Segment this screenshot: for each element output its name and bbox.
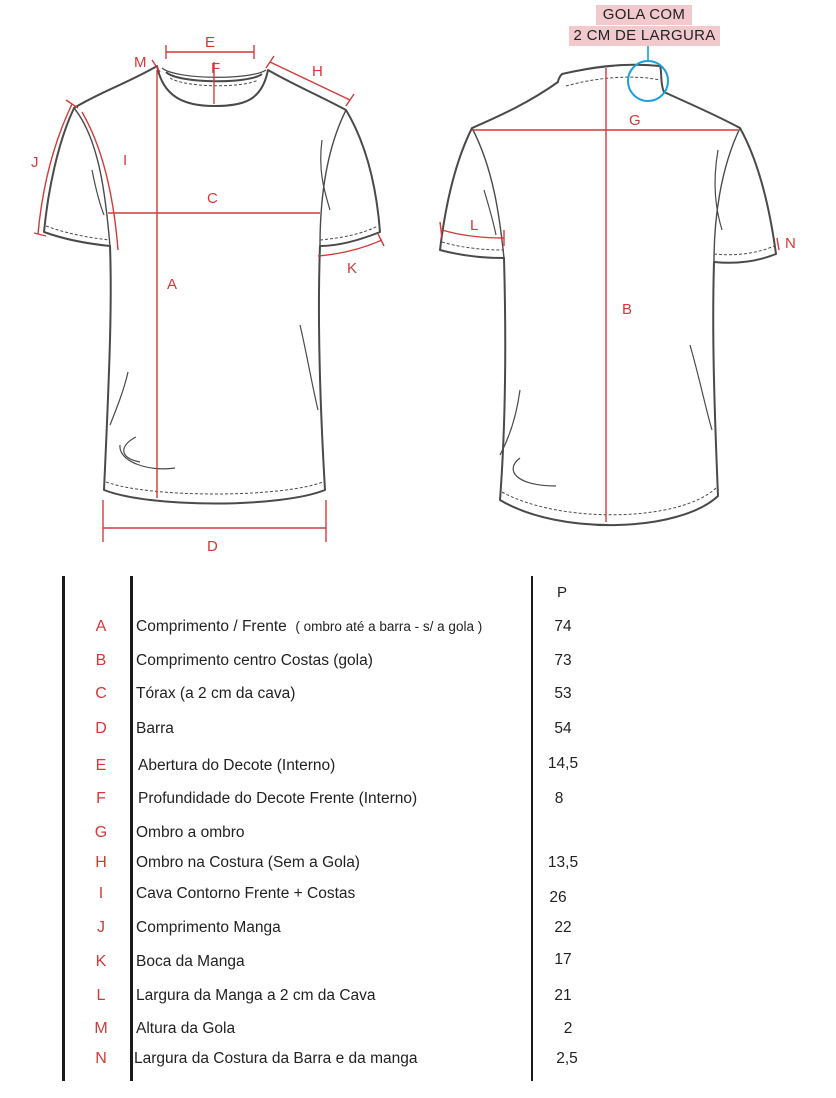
back-right-armhole — [714, 128, 740, 262]
row-description: Comprimento Manga — [136, 919, 281, 936]
back-fold-1 — [513, 458, 556, 486]
measure-line-h-tick-left — [266, 56, 274, 68]
back-right-cuff-stitch — [714, 246, 774, 255]
row-value: 54 — [554, 720, 572, 737]
collar-callout-line1: GOLA COM — [596, 5, 692, 25]
row-value: 26 — [549, 889, 567, 906]
measure-line-m — [152, 60, 160, 72]
measure-line-i — [82, 112, 118, 250]
measure-line-j-tick-bottom — [34, 233, 46, 236]
back-collar-stitch — [566, 77, 660, 86]
front-right-cuff-stitch — [320, 226, 378, 240]
row-letter: F — [96, 790, 106, 807]
collar-callout-line2: 2 CM DE LARGURA — [569, 26, 720, 46]
row-description: Tórax (a 2 cm da cava) — [136, 685, 296, 702]
row-value: 21 — [554, 987, 572, 1004]
row-description: Largura da Costura da Barra e da manga — [134, 1050, 418, 1067]
measure-line-n — [777, 238, 779, 250]
row-value: 2 — [563, 1020, 573, 1037]
back-body-outline — [440, 65, 776, 525]
front-label-f: F — [211, 60, 221, 77]
front-label-m: M — [134, 54, 147, 71]
row-value: 53 — [554, 685, 572, 702]
table-row — [0, 1020, 836, 1044]
table-row — [0, 987, 836, 1011]
table-row — [0, 618, 836, 642]
front-label-e: E — [205, 34, 216, 51]
row-letter: D — [95, 720, 107, 737]
measure-line-h — [270, 62, 350, 100]
measure-line-h-tick-right — [346, 94, 354, 106]
row-value: 74 — [554, 618, 572, 635]
row-letter: M — [94, 1020, 108, 1037]
front-left-armhole — [74, 108, 110, 246]
row-description: Comprimento / Frente ( ombro até a barra - s/ a gola ) — [136, 618, 483, 635]
row-description: Altura da Gola — [136, 1020, 236, 1037]
front-label-j: J — [31, 154, 39, 171]
back-measurement-lines — [440, 68, 779, 522]
row-value: 14,5 — [547, 755, 579, 772]
size-column-header: P — [557, 584, 568, 601]
table-row — [0, 652, 836, 676]
back-label-b: B — [622, 301, 633, 318]
front-label-a: A — [167, 276, 178, 293]
measure-line-l-tick-left — [440, 222, 442, 238]
front-fold-4 — [110, 372, 128, 425]
row-description: Profundidade do Decote Frente (Interno) — [138, 790, 418, 807]
front-body-outline — [44, 66, 380, 504]
row-value: 8 — [554, 790, 564, 807]
row-letter: E — [95, 757, 107, 774]
row-letter: N — [95, 1050, 107, 1067]
table-row — [0, 1050, 836, 1074]
row-description: Largura da Manga a 2 cm da Cava — [136, 987, 376, 1004]
row-letter: K — [95, 953, 107, 970]
back-label-l: L — [470, 217, 479, 234]
table-row — [0, 685, 836, 709]
front-fold-1 — [120, 445, 175, 469]
table-row — [0, 919, 836, 943]
back-collar-top — [562, 65, 660, 74]
front-label-i: I — [123, 152, 128, 169]
row-letter: B — [95, 652, 107, 669]
row-letter: J — [97, 919, 105, 936]
front-label-c: C — [207, 190, 218, 207]
row-letter: G — [94, 824, 108, 841]
row-letter: I — [98, 885, 104, 902]
front-label-h: H — [312, 63, 323, 80]
table-row — [0, 790, 836, 814]
row-description: Ombro na Costura (Sem a Gola) — [136, 854, 360, 871]
row-letter: A — [95, 618, 107, 635]
row-note: ( ombro até a barra - s/ a gola ) — [295, 619, 483, 634]
front-label-d: D — [207, 538, 218, 555]
front-fold-6 — [92, 170, 104, 215]
front-measurement-lines — [34, 45, 384, 542]
back-fold-2 — [690, 345, 712, 430]
back-label-g: G — [629, 112, 641, 129]
table-row — [0, 757, 836, 781]
table-row — [0, 720, 836, 744]
front-fold-3 — [300, 325, 318, 410]
front-right-armhole — [320, 110, 346, 246]
front-left-cuff-stitch — [46, 226, 110, 240]
table-row — [0, 854, 836, 878]
row-description: Cava Contorno Frente + Costas — [136, 885, 356, 902]
row-description: Boca da Manga — [136, 953, 245, 970]
back-tshirt-drawing — [440, 65, 776, 525]
row-letter: C — [95, 685, 107, 702]
front-label-k: K — [347, 260, 358, 277]
row-letter: H — [95, 854, 107, 871]
measure-line-j-tick-top — [66, 100, 78, 108]
table-row — [0, 885, 836, 909]
back-left-cuff-stitch — [442, 242, 504, 250]
back-label-n: N — [785, 235, 796, 252]
measurement-table — [0, 570, 836, 1098]
front-hem-stitch — [106, 482, 323, 494]
row-value: 22 — [554, 919, 572, 936]
row-value: 73 — [554, 652, 572, 669]
back-hem-stitch — [502, 488, 716, 515]
row-value: 2,5 — [556, 1050, 578, 1067]
row-value: 17 — [554, 951, 572, 968]
row-value: 13,5 — [547, 854, 579, 871]
table-row — [0, 953, 836, 977]
row-description: Ombro a ombro — [136, 824, 245, 841]
row-description: Abertura do Decote (Interno) — [138, 757, 336, 774]
row-description: Comprimento centro Costas (gola) — [136, 652, 373, 669]
row-letter: L — [96, 987, 106, 1004]
table-row — [0, 824, 836, 848]
back-fold-5 — [484, 190, 496, 235]
measure-line-k-tick — [378, 234, 384, 246]
front-tshirt-drawing — [44, 66, 380, 504]
row-description: Barra — [136, 720, 174, 737]
